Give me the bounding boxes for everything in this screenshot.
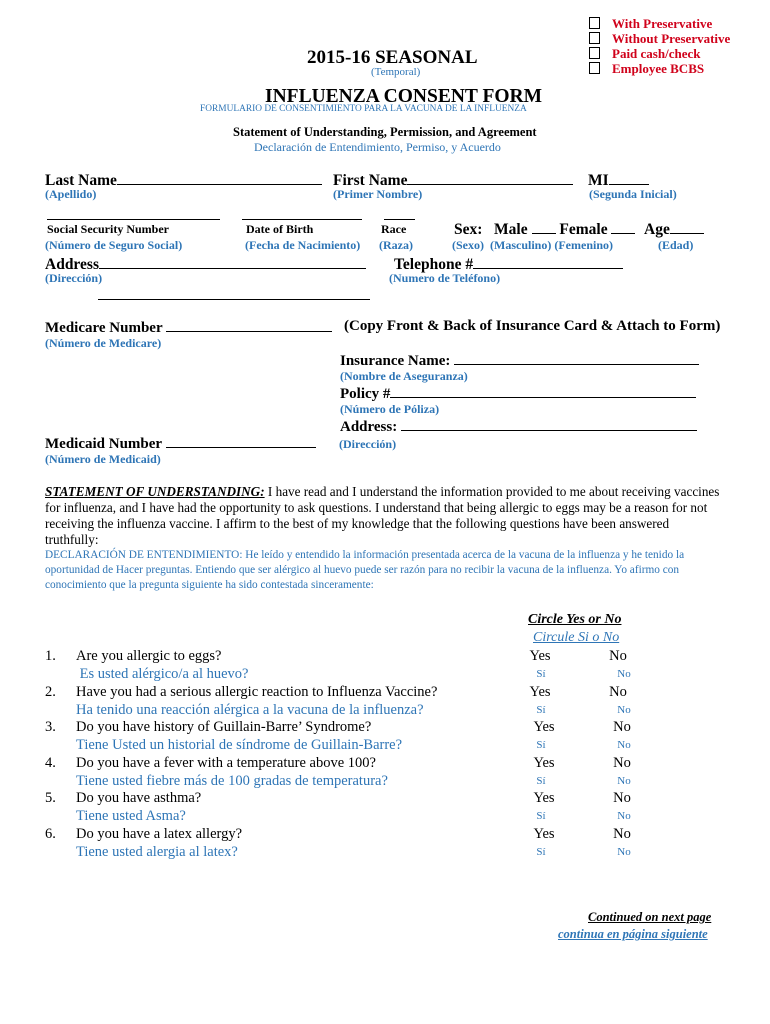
- answer-si[interactable]: Sí: [536, 704, 546, 716]
- checkbox-with-preservative[interactable]: [589, 16, 730, 31]
- insurance-name-line[interactable]: [454, 351, 699, 365]
- question-text-es: Ha tenido una reacción alérgica a la vacuna de la influenza?: [76, 702, 424, 718]
- address-line[interactable]: [99, 254, 366, 269]
- understanding-heading: STATEMENT OF UNDERSTANDING:: [45, 484, 265, 499]
- medicare-es: (Número de Medicare): [45, 336, 162, 350]
- checkbox-label: Without Preservative: [612, 31, 731, 46]
- answer-no-es[interactable]: No: [617, 668, 631, 680]
- insurance-name-label: Insurance Name:: [340, 353, 451, 369]
- checkbox-paid-cash[interactable]: [589, 46, 730, 61]
- checkbox-without-preservative[interactable]: [589, 31, 730, 46]
- dob-label: Date of Birth: [246, 222, 314, 236]
- season-subtitle: (Temporal): [371, 66, 421, 78]
- answer-yes[interactable]: Yes: [529, 684, 551, 700]
- continued-note-es: continua en página siguiente: [558, 927, 708, 941]
- answer-si[interactable]: Sí: [536, 739, 546, 751]
- medicaid-line[interactable]: [166, 434, 316, 448]
- answer-si[interactable]: Sí: [536, 810, 546, 822]
- last-name-line[interactable]: [117, 170, 322, 185]
- question-text-es: Tiene usted Asma?: [76, 808, 186, 824]
- age-field[interactable]: [644, 220, 704, 239]
- answer-si[interactable]: Sí: [536, 846, 546, 858]
- medicaid-field[interactable]: [45, 434, 316, 453]
- circle-yes-no: Circle Yes or No: [528, 612, 622, 627]
- question-text-es: Tiene usted alergia al latex?: [76, 844, 238, 860]
- first-name-es: (Primer Nombre): [333, 187, 423, 201]
- question-text: Have you had a serious allergic reaction to Influenza Vaccine?: [76, 684, 438, 700]
- answer-no[interactable]: No: [613, 790, 631, 806]
- ssn-line[interactable]: [47, 219, 220, 220]
- question-text: Do you have history of Guillain-Barre’ Syndrome?: [76, 719, 372, 735]
- statement-title: Statement of Understanding, Permission, and Agreement: [233, 125, 537, 139]
- question-text-es: Es usted alérgico/a al huevo?: [76, 666, 249, 682]
- policy-label: Policy #: [340, 386, 391, 402]
- understanding-text: I have read and I understand the information provided to me about receiving vaccines for influenza, and I have had the opportunity to ask questions. I understand that being allergic to eggs may be a reason for not receiving the influenza vaccine. I affirm to the best of my knowledge that the following questions have been answered truthfully:: [45, 484, 720, 547]
- telephone-label: Telephone #: [394, 256, 474, 273]
- answer-no[interactable]: No: [609, 684, 627, 700]
- season-title: 2015-16 SEASONAL: [307, 47, 478, 68]
- answer-yes[interactable]: Yes: [533, 826, 555, 842]
- question-text: Do you have a fever with a temperature above 100?: [76, 755, 376, 771]
- race-line[interactable]: [384, 219, 415, 220]
- sex-label: Sex:: [454, 221, 483, 238]
- race-es: (Raza): [379, 238, 413, 252]
- telephone-es: (Numero de Teléfono): [389, 271, 501, 285]
- policy-field[interactable]: [340, 384, 696, 403]
- insurance-name-field[interactable]: [340, 351, 699, 370]
- question-number: 5.: [45, 790, 56, 806]
- last-name-label: Last Name: [45, 172, 117, 189]
- question-text: Do you have asthma?: [76, 790, 202, 806]
- medicaid-es: (Número de Medicaid): [45, 452, 161, 466]
- ssn-es: (Número de Seguro Social): [45, 238, 183, 252]
- answer-no-es[interactable]: No: [617, 739, 631, 751]
- answer-yes[interactable]: Yes: [533, 719, 555, 735]
- first-name-label: First Name: [333, 172, 408, 189]
- insurance-name-es: (Nombre de Aseguranza): [340, 369, 468, 383]
- answer-yes[interactable]: Yes: [529, 648, 551, 664]
- telephone-line[interactable]: [473, 254, 623, 269]
- age-label: Age: [644, 221, 670, 238]
- dob-line[interactable]: [242, 219, 362, 220]
- male-line[interactable]: [532, 220, 556, 234]
- medicaid-label: Medicaid Number: [45, 436, 163, 452]
- address-es: (Dirección): [45, 271, 103, 285]
- question-number: 2.: [45, 684, 56, 700]
- address-label: Address: [45, 256, 99, 273]
- policy-es: (Número de Póliza): [340, 402, 440, 416]
- female-es: (Femenino): [554, 238, 613, 252]
- form-title-es: FORMULARIO DE CONSENTIMIENTO PARA LA VACUNA DE LA INFLUENZA: [200, 104, 527, 114]
- insurance-address-label: Address:: [340, 419, 398, 435]
- answer-no-es[interactable]: No: [617, 846, 631, 858]
- policy-line[interactable]: [390, 384, 696, 398]
- question-number: 3.: [45, 719, 56, 735]
- first-name-line[interactable]: [407, 170, 573, 185]
- answer-yes[interactable]: Yes: [533, 755, 555, 771]
- race-label: Race: [381, 222, 407, 236]
- question-number: 4.: [45, 755, 56, 771]
- checkbox-icon[interactable]: [589, 32, 600, 44]
- female-label: Female: [559, 221, 608, 238]
- age-es: (Edad): [658, 238, 694, 252]
- continued-note: Continued on next page: [588, 910, 712, 924]
- answer-no[interactable]: No: [609, 648, 627, 664]
- answer-no-es[interactable]: No: [617, 810, 631, 822]
- question-text-es: Tiene usted fiebre más de 100 gradas de temperatura?: [76, 773, 388, 789]
- checkbox-label: With Preservative: [612, 16, 713, 31]
- answer-si[interactable]: Sí: [536, 668, 546, 680]
- sex-es-row: [452, 238, 613, 253]
- medicare-field[interactable]: [45, 318, 332, 337]
- answer-no-es[interactable]: No: [617, 704, 631, 716]
- sex-es: (Sexo): [452, 238, 484, 252]
- last-name-es: (Apellido): [45, 187, 97, 201]
- circle-si-no: Circule Si o No: [533, 630, 620, 645]
- answer-si[interactable]: Sí: [536, 775, 546, 787]
- answer-no[interactable]: No: [613, 755, 631, 771]
- female-line[interactable]: [611, 220, 635, 234]
- medicare-line[interactable]: [166, 318, 332, 332]
- understanding-paragraph: [45, 484, 725, 548]
- question-text: Are you allergic to eggs?: [76, 648, 222, 664]
- sex-field: [454, 220, 635, 239]
- understanding-paragraph-es: DECLARACIÓN DE ENTENDIMIENTO: He leído y entendido la información presentada acerca de la vacuna de la influenza y he tenido la oportunidad de Hacer preguntas. Entiendo que ser alérgico al huevo puede ser razón para no recibir la vacuna de la influenza. Yo afirmo con conocimiento que la pregunta siguiente ha sido contestada sinceramente:: [45, 549, 685, 592]
- checkbox-icon[interactable]: [589, 17, 600, 29]
- address-line-2[interactable]: [98, 299, 370, 300]
- answer-no[interactable]: No: [613, 719, 631, 735]
- insurance-address-es: (Dirección): [339, 437, 397, 451]
- answer-no-es[interactable]: No: [617, 775, 631, 787]
- dob-es: (Fecha de Nacimiento): [245, 238, 361, 252]
- ssn-label: Social Security Number: [47, 222, 169, 236]
- checkbox-icon[interactable]: [589, 62, 600, 74]
- male-es: (Masculino): [490, 238, 552, 252]
- answer-yes[interactable]: Yes: [533, 790, 555, 806]
- status-checkboxes: [589, 16, 730, 76]
- checkbox-icon[interactable]: [589, 47, 600, 59]
- medicare-label: Medicare Number: [45, 320, 163, 336]
- question-text-es: Tiene Usted un historial de síndrome de Guillain-Barre?: [76, 737, 403, 753]
- question-number: 6.: [45, 826, 56, 842]
- form-title: INFLUENZA CONSENT FORM: [265, 86, 543, 107]
- checkbox-employee-bcbs[interactable]: [589, 61, 730, 76]
- copy-insurance-note: (Copy Front & Back of Insurance Card & Attach to Form): [344, 318, 721, 334]
- question-text: Do you have a latex allergy?: [76, 826, 243, 842]
- statement-title-es: Declaración de Entendimiento, Permiso, y Acuerdo: [254, 140, 501, 154]
- question-number: 1.: [45, 648, 56, 664]
- mi-line[interactable]: [609, 170, 649, 185]
- insurance-address-line[interactable]: [401, 417, 697, 431]
- male-label: Male: [494, 221, 528, 238]
- age-line[interactable]: [670, 220, 704, 234]
- answer-no[interactable]: No: [613, 826, 631, 842]
- checkbox-label: Employee BCBS: [612, 61, 705, 76]
- insurance-address-field[interactable]: [340, 417, 697, 436]
- mi-label: MI: [588, 172, 609, 189]
- checkbox-label: Paid cash/check: [612, 46, 701, 61]
- mi-es: (Segunda Inicial): [589, 187, 677, 201]
